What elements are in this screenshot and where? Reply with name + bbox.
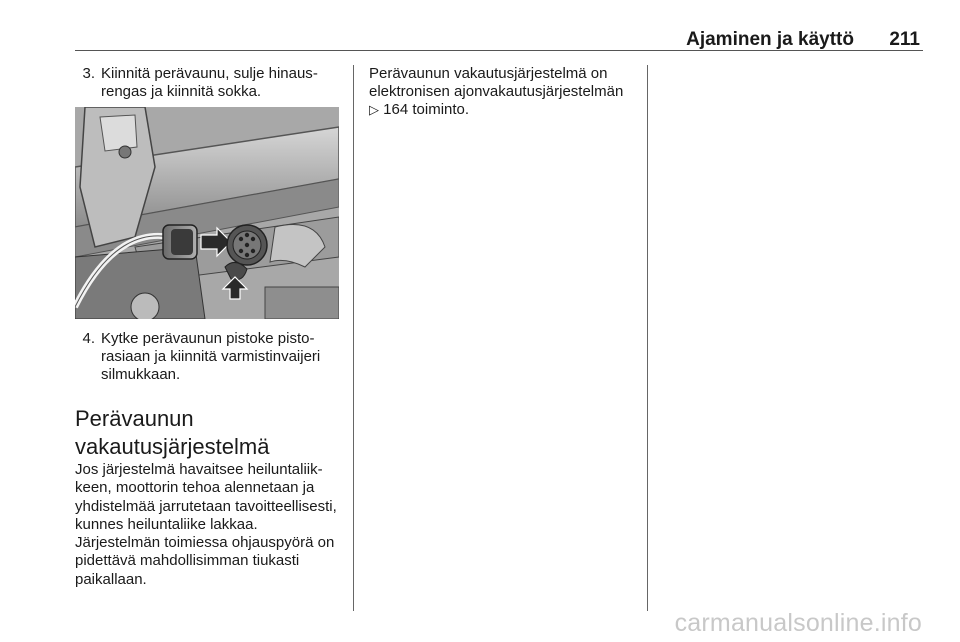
header-rule	[75, 50, 923, 51]
column-divider	[353, 65, 354, 611]
paragraph-text: Perävaunun vakautusjärjestelmä on elektronisen ajonvakautusjärjestelmän	[369, 65, 624, 100]
step-number: 4.	[82, 330, 95, 347]
step-number: 3.	[82, 65, 95, 82]
page-number: 211	[889, 29, 920, 50]
step-3	[75, 65, 343, 101]
watermark: carmanualsonline.info	[674, 609, 922, 637]
page-header-title: Ajaminen ja käyttö	[686, 29, 854, 50]
trailer-hitch-illustration	[75, 107, 339, 319]
paragraph-text: toiminto.	[412, 101, 470, 118]
tow-socket-drawing	[75, 107, 339, 319]
step-text: Kytke perävaunun pistoke pistorasiaan ja kiinnitä varmistinvaijeri silmukkaan.	[101, 330, 321, 383]
section-paragraph: Jos järjestelmä havaitsee heiluntaliikkeen, moottorin tehoa alennetaan ja yhdistelmää jarrutetaan tavoitteellisesti, kunnes heiluntaliike lakkaa. Järjestelmän toimiessa ohjauspyörä on pidettävä mahdollisimman tiukasti paikallaan.	[75, 461, 337, 588]
column-middle	[369, 65, 637, 119]
step-text: Kiinnitä perävaunu, sulje hinausrengas ja kiinnitä sokka.	[101, 65, 318, 100]
section-heading: Perävaunun vakautusjärjestelmä	[75, 406, 270, 459]
column-left	[75, 65, 343, 101]
triangle-right-icon: ▷	[369, 102, 379, 117]
step-4-block	[75, 330, 343, 384]
column-divider	[647, 65, 648, 611]
step-4	[75, 330, 343, 384]
page-reference[interactable]: 164	[383, 101, 409, 118]
